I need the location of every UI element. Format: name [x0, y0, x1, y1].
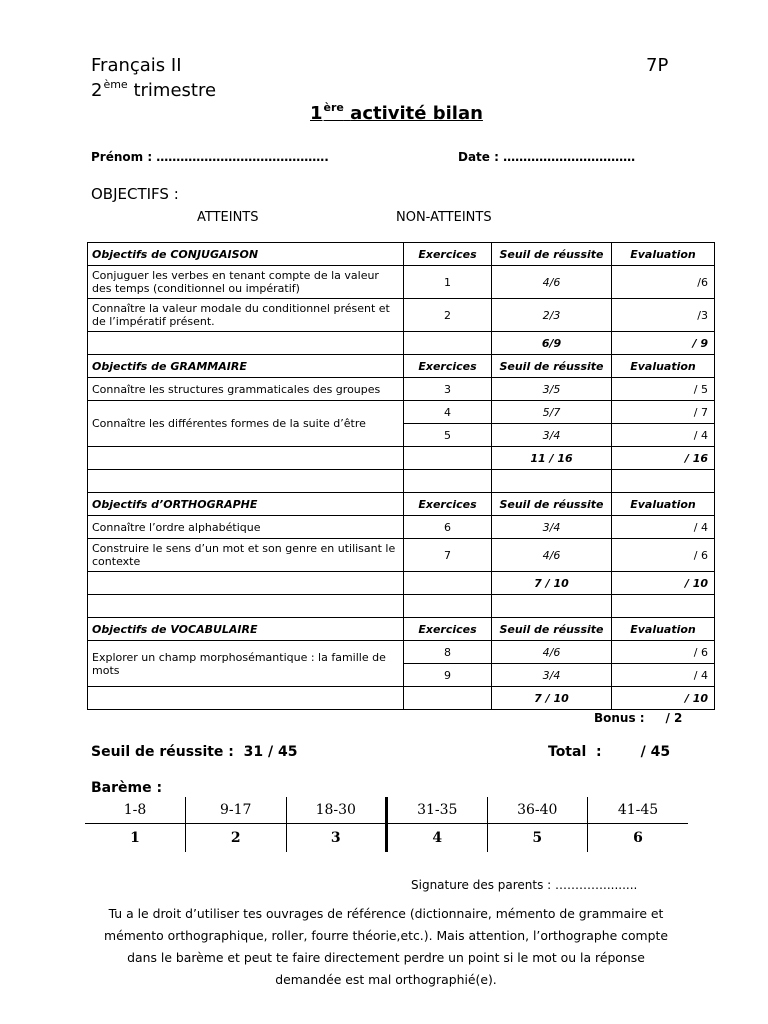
- bareme-grade: 4: [387, 824, 488, 853]
- total-threshold: 7 / 10: [492, 572, 612, 595]
- col-exercices: Exercices: [404, 355, 492, 378]
- threshold-value: 3/5: [492, 378, 612, 401]
- empty-cell: [492, 595, 612, 618]
- section-title: Objectifs de VOCABULAIRE: [88, 618, 404, 641]
- section-title: Objectifs de CONJUGAISON: [88, 243, 404, 266]
- table-row: [88, 378, 715, 401]
- empty-cell: [88, 595, 404, 618]
- total-evaluation[interactable]: / 16: [612, 447, 715, 470]
- section-header-orthographe: [88, 493, 715, 516]
- note-line: dans le barème et peut te faire directement perdre un point si le mot ou la réponse: [127, 950, 645, 965]
- empty-cell: [404, 447, 492, 470]
- bareme-table: [85, 797, 688, 852]
- bareme-range: 9-17: [186, 797, 287, 824]
- threshold-value: 4/6: [492, 641, 612, 664]
- exercise-number: 7: [404, 539, 492, 572]
- not-achieved-label: NON-ATTEINTS: [396, 210, 492, 225]
- threshold-value: 4/6: [492, 539, 612, 572]
- date-field[interactable]: Date : ……………………………: [458, 150, 636, 164]
- empty-cell: [88, 447, 404, 470]
- table-row: [88, 266, 715, 299]
- exercise-number: 9: [404, 664, 492, 687]
- achieved-label: ATTEINTS: [197, 210, 259, 225]
- empty-cell: [404, 687, 492, 710]
- objective-text: Connaître les différentes formes de la suite d’être: [88, 401, 404, 447]
- level-label: 7P: [646, 55, 669, 76]
- col-evaluation: Evaluation: [612, 618, 715, 641]
- col-evaluation: Evaluation: [612, 355, 715, 378]
- evaluation-cell[interactable]: /3: [612, 299, 715, 332]
- note-line: demandée est mal orthographié(e).: [275, 972, 497, 987]
- title-sup: ère: [323, 101, 344, 114]
- total-summary: Total : / 45: [548, 744, 671, 760]
- seuil-summary: Seuil de réussite : 31 / 45: [91, 744, 298, 760]
- objective-text: Explorer un champ morphosémantique : la famille de mots: [88, 641, 404, 687]
- subject-label: Français II: [91, 55, 182, 76]
- bareme-range: 1-8: [85, 797, 186, 824]
- term-number: 2: [91, 80, 103, 101]
- prenom-field[interactable]: Prénom : …………………………………….: [91, 150, 329, 164]
- bareme-ranges: [85, 797, 688, 824]
- section-title: Objectifs de GRAMMAIRE: [88, 355, 404, 378]
- empty-cell: [612, 470, 715, 493]
- bareme-grade: 5: [487, 824, 588, 853]
- col-exercices: Exercices: [404, 243, 492, 266]
- bareme-title: Barème :: [91, 780, 163, 796]
- total-row: [88, 572, 715, 595]
- bareme-grade: 6: [588, 824, 689, 853]
- term-sup: ème: [103, 78, 128, 91]
- term-text: trimestre: [133, 80, 217, 101]
- total-row: [88, 687, 715, 710]
- objective-text: Construire le sens d’un mot et son genre en utilisant le contexte: [88, 539, 404, 572]
- title-number: 1: [310, 103, 323, 124]
- empty-cell: [492, 470, 612, 493]
- empty-cell: [88, 470, 404, 493]
- total-threshold: 6/9: [492, 332, 612, 355]
- instructions-note: [86, 903, 686, 991]
- evaluation-cell[interactable]: / 7: [612, 401, 715, 424]
- bareme-range: 41-45: [588, 797, 689, 824]
- title-text: activité bilan: [350, 103, 483, 124]
- threshold-value: 4/6: [492, 266, 612, 299]
- signature-field[interactable]: Signature des parents : ………….........: [411, 878, 638, 892]
- empty-cell: [88, 687, 404, 710]
- col-seuil: Seuil de réussite: [492, 243, 612, 266]
- bareme-range: 18-30: [286, 797, 387, 824]
- table-row: [88, 299, 715, 332]
- empty-cell: [404, 470, 492, 493]
- empty-cell: [404, 332, 492, 355]
- empty-cell: [88, 572, 404, 595]
- note-line: mémento orthographique, roller, fourre théorie,etc.). Mais attention, l’orthographe compte: [104, 928, 668, 943]
- empty-cell: [612, 595, 715, 618]
- table-row: [88, 401, 715, 424]
- exercise-number: 6: [404, 516, 492, 539]
- total-threshold: 11 / 16: [492, 447, 612, 470]
- term-label: [91, 78, 216, 101]
- evaluation-cell[interactable]: / 6: [612, 539, 715, 572]
- bonus-label: Bonus : / 2: [594, 711, 683, 725]
- col-seuil: Seuil de réussite: [492, 493, 612, 516]
- bareme-grade: 2: [186, 824, 287, 853]
- col-exercices: Exercices: [404, 493, 492, 516]
- evaluation-table: [87, 242, 715, 710]
- threshold-value: 3/4: [492, 664, 612, 687]
- col-evaluation: Evaluation: [612, 243, 715, 266]
- bareme-grade: 1: [130, 830, 140, 846]
- section-header-grammaire: [88, 355, 715, 378]
- evaluation-cell[interactable]: / 4: [612, 516, 715, 539]
- blank-row: [88, 595, 715, 618]
- bareme-grade: 3: [286, 824, 387, 853]
- objective-text: Connaître la valeur modale du conditionnel présent et de l’impératif présent.: [88, 299, 404, 332]
- total-evaluation[interactable]: / 9: [612, 332, 715, 355]
- exercise-number: 4: [404, 401, 492, 424]
- empty-cell: [88, 332, 404, 355]
- threshold-value: 3/4: [492, 516, 612, 539]
- exercise-number: 3: [404, 378, 492, 401]
- total-row: [88, 332, 715, 355]
- section-title: Objectifs d’ORTHOGRAPHE: [88, 493, 404, 516]
- total-evaluation[interactable]: / 10: [612, 687, 715, 710]
- table-row: [88, 539, 715, 572]
- blank-row: [88, 470, 715, 493]
- evaluation-cell[interactable]: / 4: [612, 664, 715, 687]
- table-row: [88, 641, 715, 664]
- objective-text: Conjuguer les verbes en tenant compte de la valeur des temps (conditionnel ou impératif): [88, 266, 404, 299]
- empty-cell: [404, 572, 492, 595]
- exercise-number: 2: [404, 299, 492, 332]
- total-row: [88, 447, 715, 470]
- total-evaluation[interactable]: / 10: [612, 572, 715, 595]
- threshold-value: 2/3: [492, 299, 612, 332]
- col-evaluation: Evaluation: [612, 493, 715, 516]
- evaluation-cell[interactable]: / 5: [612, 378, 715, 401]
- exercise-number: 1: [404, 266, 492, 299]
- bareme-range: 31-35: [387, 797, 488, 824]
- section-header-vocabulaire: [88, 618, 715, 641]
- objective-text: Connaître l’ordre alphabétique: [88, 516, 404, 539]
- empty-cell: [404, 595, 492, 618]
- col-exercices: Exercices: [404, 618, 492, 641]
- col-seuil: Seuil de réussite: [492, 618, 612, 641]
- table-row: [88, 516, 715, 539]
- evaluation-cell[interactable]: /6: [612, 266, 715, 299]
- total-threshold: 7 / 10: [492, 687, 612, 710]
- evaluation-cell[interactable]: / 6: [612, 641, 715, 664]
- col-seuil: Seuil de réussite: [492, 355, 612, 378]
- bareme-grades: [85, 824, 688, 853]
- bareme-range: 36-40: [487, 797, 588, 824]
- objective-text: Connaître les structures grammaticales des groupes: [88, 378, 404, 401]
- section-header-conjugaison: [88, 243, 715, 266]
- exercise-number: 5: [404, 424, 492, 447]
- page-title: [310, 101, 483, 124]
- threshold-value: 5/7: [492, 401, 612, 424]
- evaluation-cell[interactable]: / 4: [612, 424, 715, 447]
- note-line: Tu a le droit d’utiliser tes ouvrages de référence (dictionnaire, mémento de grammaire et: [108, 906, 664, 921]
- objectives-label: OBJECTIFS :: [91, 185, 179, 203]
- exercise-number: 8: [404, 641, 492, 664]
- threshold-value: 3/4: [492, 424, 612, 447]
